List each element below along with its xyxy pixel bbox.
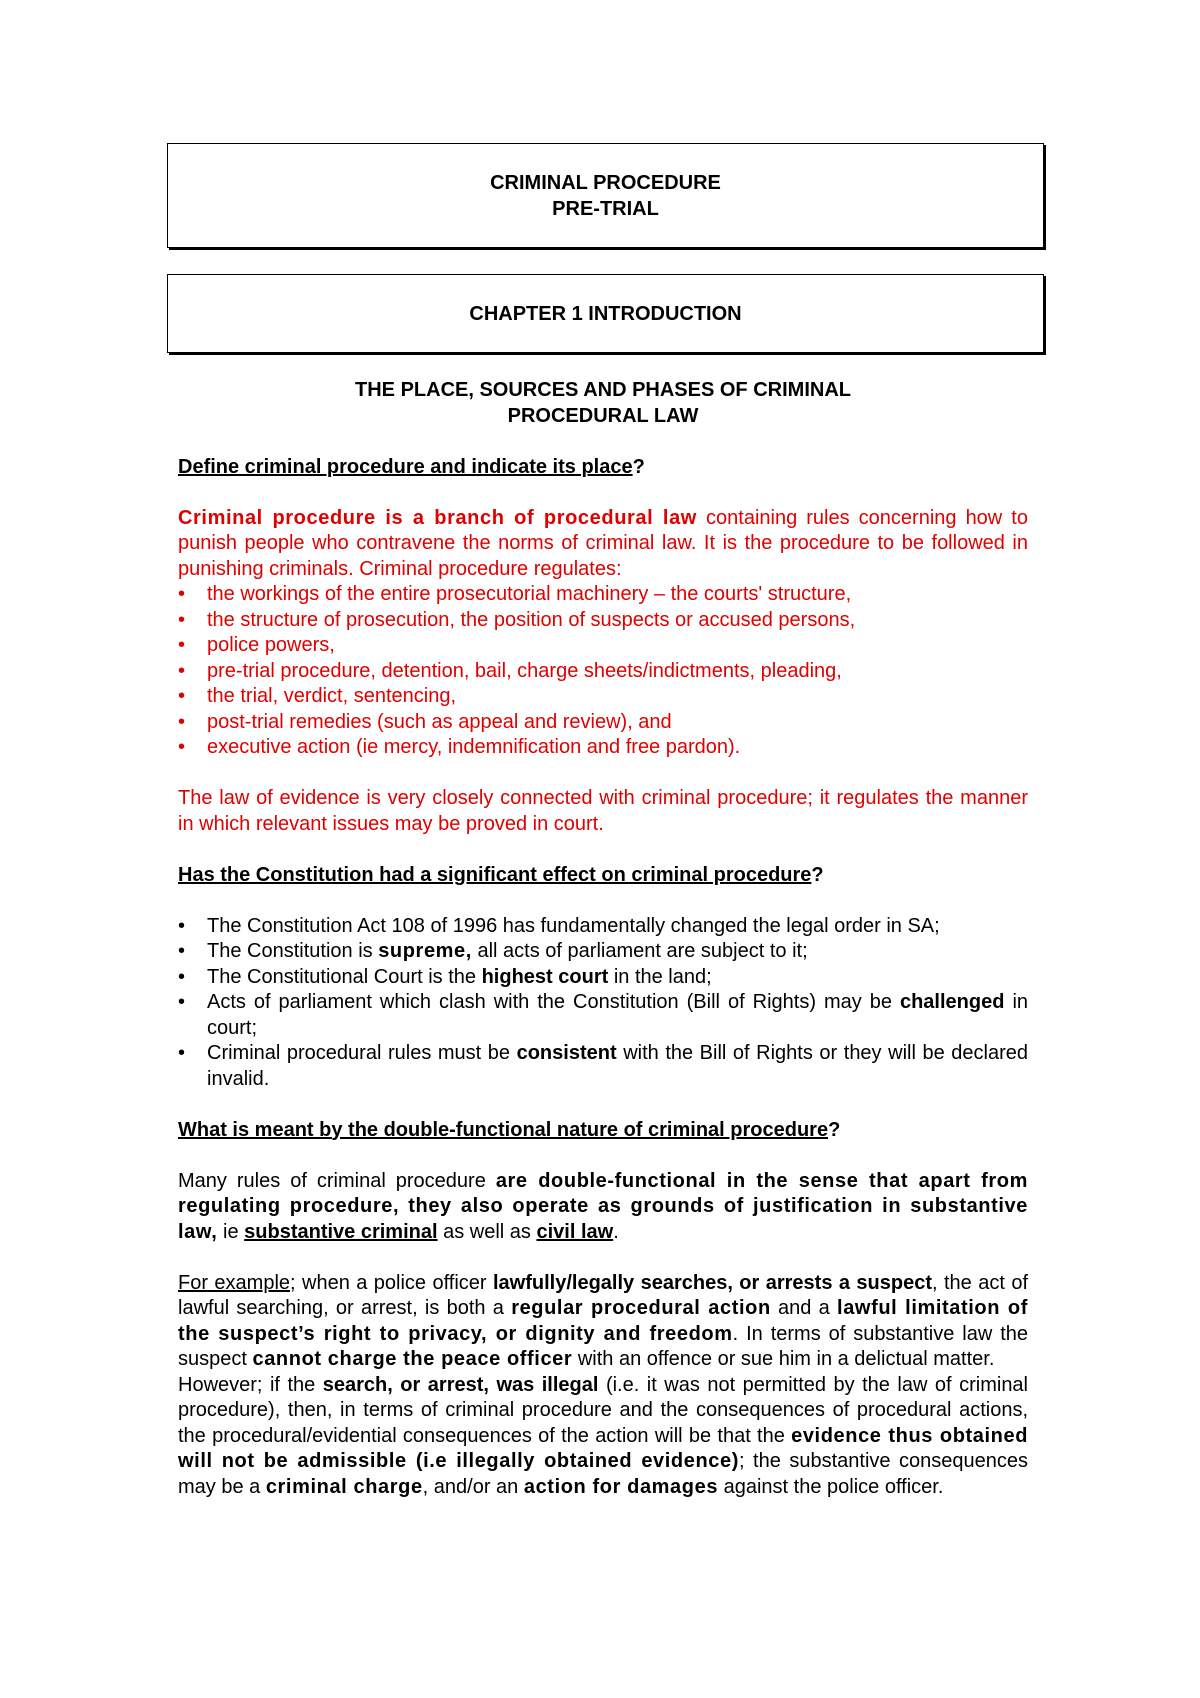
- list-item: • post-trial remedies (such as appeal and review), and: [178, 710, 1028, 736]
- document-body: [178, 378, 1028, 1500]
- list-item: • Acts of parliament which clash with the Constitution (Bill of Rights) may be challenged in court;: [178, 990, 1028, 1041]
- list-item: • executive action (ie mercy, indemnification and free pardon).: [178, 735, 1028, 761]
- example-label: For example;: [178, 1271, 296, 1294]
- document-title-box: [167, 143, 1044, 248]
- section-heading-line1: THE PLACE, SOURCES AND PHASES OF CRIMINAL: [355, 379, 851, 401]
- constitution-list: [178, 914, 1028, 1093]
- question-2-text: Has the Constitution had a significant effect on criminal procedure: [178, 863, 812, 886]
- list-item: • the structure of prosecution, the position of suspects or accused persons,: [178, 608, 1028, 634]
- chapter-title: CHAPTER 1 INTRODUCTION: [469, 302, 742, 325]
- question-1-text: Define criminal procedure and indicate its place: [178, 455, 633, 478]
- civil-law-term: civil law: [536, 1220, 614, 1243]
- question-3-text: What is meant by the double-functional nature of criminal procedure: [178, 1118, 829, 1141]
- question-2-mark: ?: [811, 863, 824, 886]
- definition-bold: Criminal procedure is a branch of procedural law: [178, 506, 697, 529]
- evidence-paragraph: The law of evidence is very closely connected with criminal procedure; it regulates the manner in which relevant issues may be proved in court.: [178, 787, 1028, 835]
- substantive-criminal-term: substantive criminal: [244, 1220, 438, 1243]
- list-item: • police powers,: [178, 633, 1028, 659]
- question-1: [178, 455, 1028, 481]
- double-functional-paragraph: Many rules of criminal procedure are double-functional in the sense that apart from regulating procedure, they also operate as grounds of justification in substantive law, ie substantive criminal as well as civil law.: [178, 1169, 1028, 1243]
- however-paragraph: However; if the search, or arrest, was illegal (i.e. it was not permitted by the law of criminal procedure), then, in terms of criminal procedure and the consequences of procedural actions, the procedural/evidential consequences of the action will be that the evidence thus obtained will not be admissible (i.e illegally obtained evidence); the substantive consequences may be a criminal charge, and/or an action for damages against the police officer.: [178, 1373, 1029, 1498]
- list-item: • The Constitutional Court is the highest court in the land;: [178, 965, 1028, 991]
- regulates-list: [178, 582, 1028, 761]
- example-paragraph: For example; when a police officer lawfully/legally searches, or arrests a suspect, the act of lawful searching, or arrest, is both a regular procedural action and a lawful limitation of the suspect’s right to privacy, or dignity and freedom. In terms of substantive law the suspect cannot charge the peace officer with an offence or sue him in a delictual matter.: [178, 1271, 1029, 1370]
- list-item: • the workings of the entire prosecutorial machinery – the courts' structure,: [178, 582, 1028, 608]
- document-subtitle: PRE-TRIAL: [552, 197, 659, 220]
- question-3: [178, 1118, 1028, 1144]
- list-item: • Criminal procedural rules must be consistent with the Bill of Rights or they will be declared invalid.: [178, 1041, 1028, 1092]
- section-heading: [178, 378, 1028, 429]
- chapter-title-box: [167, 274, 1044, 353]
- question-3-mark: ?: [828, 1118, 841, 1141]
- definition-rest: containing rules concerning how to punish people who contravene the norms of criminal law. It is the procedure to be followed in punishing criminals. Criminal procedure regulates:: [178, 506, 1028, 580]
- definition-paragraph: [178, 506, 1028, 583]
- list-item: • pre-trial procedure, detention, bail, charge sheets/indictments, pleading,: [178, 659, 1028, 685]
- document-title: CRIMINAL PROCEDURE: [490, 171, 721, 194]
- list-item: • the trial, verdict, sentencing,: [178, 684, 1028, 710]
- section-heading-line2: PROCEDURAL LAW: [507, 404, 699, 427]
- list-item: • The Constitution is supreme, all acts of parliament are subject to it;: [178, 939, 1028, 965]
- list-item: • The Constitution Act 108 of 1996 has fundamentally changed the legal order in SA;: [178, 914, 1028, 940]
- question-2: [178, 863, 1028, 889]
- question-1-mark: ?: [632, 455, 645, 478]
